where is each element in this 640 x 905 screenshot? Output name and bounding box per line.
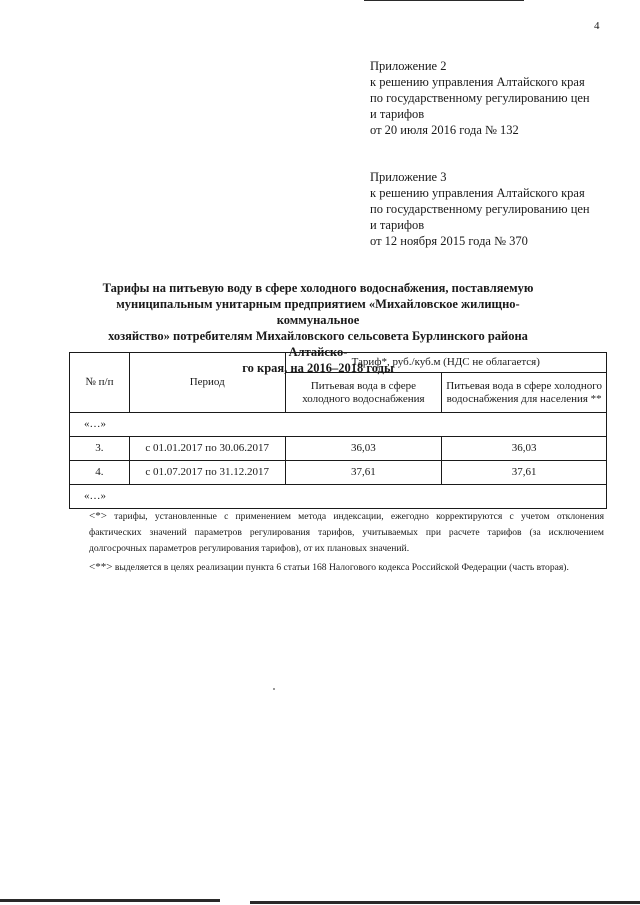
- appendix-3-line: от 12 ноября 2015 года № 370: [370, 234, 528, 248]
- header-drinking-water-population: Питьевая вода в сфере холодного водоснабжения для населения **: [442, 373, 607, 413]
- ellipsis-cell: «…»: [70, 485, 607, 509]
- table-row: [70, 437, 607, 461]
- row-number: 4.: [70, 461, 130, 485]
- row-period: с 01.01.2017 по 30.06.2017: [129, 437, 285, 461]
- scan-artifact-bottom-right: [250, 901, 640, 904]
- footnotes: [89, 508, 604, 578]
- appendix-3-line: и тарифов: [370, 218, 425, 232]
- row-population-tariff: 36,03: [442, 437, 607, 461]
- table-row-ellipsis: [70, 485, 607, 509]
- footnote-2-mark: <**>: [89, 561, 113, 573]
- table-row: [70, 461, 607, 485]
- title-line: хозяйство» потребителям Михайловского сельсовета Бурлинского района Алтайско-: [108, 329, 528, 359]
- footnote-1-text: тарифы, установленные с применением метода индексации, ежегодно корректируются с учетом отклонения фактических значений параметров регулирования тарифов, учитываемых при расчете тарифов (за исключением долгосрочных параметров регулирования тарифов), от их плановых значений.: [89, 511, 604, 554]
- row-period: с 01.07.2017 по 31.12.2017: [129, 461, 285, 485]
- table-row-ellipsis: [70, 413, 607, 437]
- header-period: Период: [129, 353, 285, 413]
- appendix-3-line: Приложение 3: [370, 170, 447, 184]
- title-line: го края, на 2016–2018 годы: [242, 361, 394, 375]
- ellipsis-cell: «…»: [70, 413, 607, 437]
- appendix-2-line: по государственному регулированию цен: [370, 91, 590, 105]
- appendix-2-line: и тарифов: [370, 107, 425, 121]
- footnote-2: [89, 559, 604, 576]
- tariff-table: [69, 352, 607, 509]
- scan-artifact-bottom-left: [0, 899, 220, 902]
- appendix-2-line: к решению управления Алтайского края: [370, 75, 585, 89]
- appendix-3-line: по государственному регулированию цен: [370, 202, 590, 216]
- appendix-2-line: Приложение 2: [370, 59, 447, 73]
- appendix-2-header: [370, 58, 590, 138]
- header-number: № п/п: [70, 353, 130, 413]
- title-line: Тарифы на питьевую воду в сфере холодного водоснабжения, поставляемую: [102, 281, 534, 295]
- appendix-2-line: от 20 июля 2016 года № 132: [370, 123, 519, 137]
- appendix-3-header: [370, 169, 590, 249]
- scan-artifact-top: [364, 0, 524, 1]
- row-drinking-tariff: 37,61: [285, 461, 442, 485]
- footnote-2-text: выделяется в целях реализации пункта 6 статьи 168 Налогового кодекса Российской Федерации (часть вторая).: [112, 562, 569, 573]
- footnote-1-mark: <*>: [89, 510, 107, 522]
- row-number: 3.: [70, 437, 130, 461]
- table-header-row: [70, 353, 607, 373]
- row-drinking-tariff: 36,03: [285, 437, 442, 461]
- appendix-3-line: к решению управления Алтайского края: [370, 186, 585, 200]
- scan-speck: [273, 688, 275, 690]
- header-tariff: Тариф*, руб./куб.м (НДС не облагается): [285, 353, 606, 373]
- footnote-1: [89, 508, 604, 557]
- title-line: муниципальным унитарным предприятием «Михайловское жилищно-коммунальное: [116, 297, 520, 327]
- row-population-tariff: 37,61: [442, 461, 607, 485]
- header-drinking-water: Питьевая вода в сфере холодного водоснабжения: [285, 373, 442, 413]
- page-number: 4: [594, 20, 600, 32]
